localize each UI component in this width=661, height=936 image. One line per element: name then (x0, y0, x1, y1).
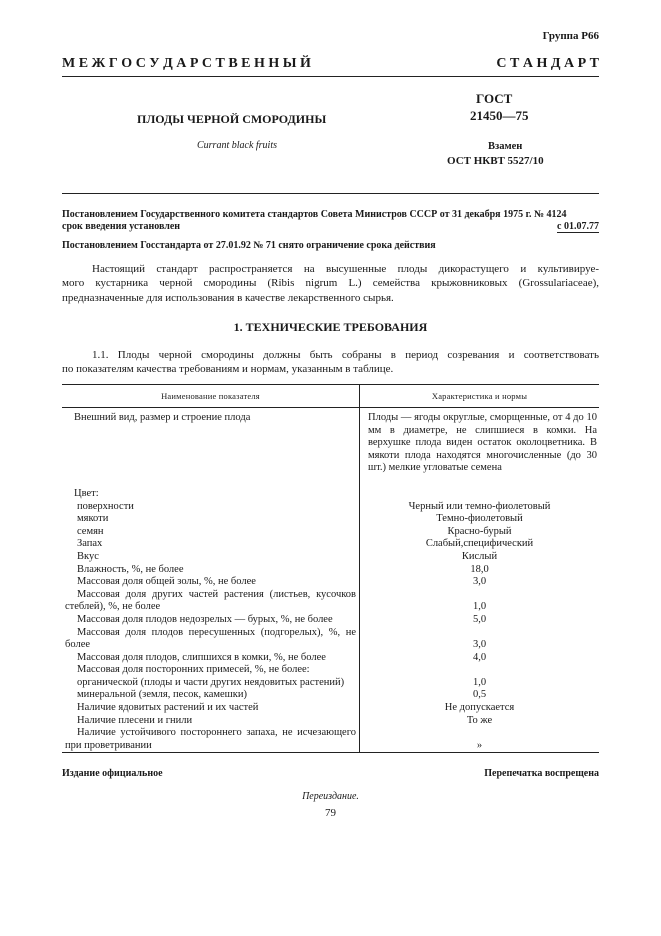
table-row (62, 538, 599, 551)
effective-date-label: срок введения установлен (62, 221, 181, 232)
table-row (62, 652, 599, 665)
replaced-label: Взамен (488, 141, 523, 152)
indicator-name: мякоти (62, 513, 360, 526)
table-row (62, 702, 599, 715)
table-row (62, 689, 599, 702)
header-divider (62, 76, 599, 77)
banner-word-interstate: М Е Ж Г О С У Д А Р С Т В Е Н Н Ы Й (62, 56, 311, 71)
table-row (62, 564, 599, 577)
table-row (62, 627, 599, 652)
table-row (62, 475, 599, 501)
indicator-value: » (360, 727, 600, 753)
indicator-name: Запах (62, 538, 360, 551)
banner-word-standard: С Т А Н Д А Р Т (496, 56, 599, 71)
column-header-indicator: Наименование показателя (62, 385, 360, 408)
indicator-name: Внешний вид, размер и строение плода (62, 408, 360, 475)
indicator-value: 3,0 (472, 639, 487, 651)
table-row (62, 576, 599, 589)
document-subtitle: Currant black fruits (197, 140, 278, 151)
indicator-name: Массовая доля плодов, слипшихся в комки, %, не более (62, 652, 360, 665)
replaced-standard: ОСТ НКВТ 5527/10 (447, 155, 544, 167)
indicator-name: Наличие устойчивого постороннего запаха, не исчезающего при проветривании (62, 727, 360, 753)
indicator-name: Массовая доля общей золы, %, не более (62, 576, 360, 589)
indicator-value: 0,5 (472, 689, 487, 701)
indicator-value: 3,0 (472, 576, 487, 588)
official-edition-label: Издание официальное (62, 768, 163, 779)
indicator-value: Кислый (461, 550, 498, 562)
table-header-row (62, 385, 599, 408)
table-row (62, 614, 599, 627)
table-row (62, 501, 599, 514)
indicator-name: Цвет: (62, 475, 360, 501)
indicator-name: Массовая доля других частей растения (листьев, кусочков стеблей), %, не более (62, 589, 360, 614)
decree-line: Постановлением Государственного комитета стандартов Совета Министров СССР от 31 декабря 1975 г. № 4124 (62, 209, 567, 220)
indicator-name: Массовая доля плодов пересушенных (подгорелых), %, не более (62, 627, 360, 652)
restriction-removed-line: Постановлением Госстандарта от 27.01.92 № 71 снято ограничение срока действия (62, 240, 436, 251)
document-title: ПЛОДЫ ЧЕРНОЙ СМОРОДИНЫ (137, 112, 327, 126)
indicator-value: 5,0 (472, 613, 487, 625)
title-divider (62, 193, 599, 194)
indicator-name: Вкус (62, 551, 360, 564)
clause-line: 1.1. Плоды черной смородины должны быть собраны в период созревания и соответствовать (92, 349, 599, 361)
table-row (62, 551, 599, 564)
gost-label: ГОСТ (476, 91, 513, 106)
table-body (62, 501, 599, 753)
indicator-value: То же (466, 714, 493, 726)
indicator-name: Наличие ядовитых растений и их частей (62, 702, 360, 715)
intro-line: Настоящий стандарт распространяется на высушенные плоды дикорастущего и культивируе- (92, 263, 599, 275)
indicator-value (360, 664, 600, 677)
intro-paragraph (62, 262, 599, 305)
indicator-value: 4,0 (472, 651, 487, 663)
indicator-value: Красно-бурый (447, 525, 512, 537)
indicator-name: поверхности (62, 501, 360, 514)
table-row (62, 526, 599, 539)
indicator-name: Массовая доля плодов недозрелых — бурых, %, не более (62, 614, 360, 627)
indicator-name: семян (62, 526, 360, 539)
group-code: Группа Р66 (542, 30, 599, 42)
indicator-value: 18,0 (470, 563, 489, 575)
clause-paragraph (62, 348, 599, 377)
section-title: 1. ТЕХНИЧЕСКИЕ ТРЕБОВАНИЯ (233, 320, 428, 334)
effective-date: с 01.07.77 (557, 221, 599, 232)
table-row (62, 513, 599, 526)
reissue-note: Переиздание. (302, 791, 359, 802)
clause-line: по показателям качества требованиям и нормам, указанным в таблице. (62, 363, 394, 376)
indicator-name: органической (плоды и части других неядовитых растений) (62, 677, 360, 690)
table-row (62, 589, 599, 614)
indicator-name: минеральной (земля, песок, камешки) (62, 689, 360, 702)
empty-cell (360, 475, 600, 501)
indicator-value: Черный или темно-фиолетовый (408, 500, 551, 512)
table-row (62, 727, 599, 753)
indicator-value: Плоды — ягоды округлые, сморщенные, от 4 до 10 мм в диаметре, не слипшиеся в комки. На верхушке плода виден остаток околоцветника. В мякоти плода находятся многочисленные (до 30 шт.) мелкие угловатые семена (368, 412, 597, 474)
indicator-value: 1,0 (472, 676, 487, 688)
indicator-value: 1,0 (472, 601, 487, 613)
intro-line: предназначенные для использования в качестве лекарственного сырья. (62, 291, 394, 304)
intro-line: мого кустарника черной смородины (Ribis nigrum L.) семейства крыжовниковых (Grossulariaceae), (62, 277, 599, 290)
interstate-standard-banner (62, 56, 599, 72)
table-row (62, 677, 599, 690)
table-row (62, 715, 599, 728)
indicator-value: Темно-фиолетовый (436, 513, 523, 525)
indicator-value: Не допускается (444, 702, 515, 714)
table-row (62, 408, 599, 475)
indicator-value: Слабый,специфический (425, 538, 534, 550)
page-number: 79 (325, 807, 336, 819)
gost-number: 21450—75 (470, 108, 529, 123)
indicator-name: Наличие плесени и гнили (62, 715, 360, 728)
indicator-name: Массовая доля посторонних примесей, %, не более: (62, 664, 360, 677)
indicator-name: Влажность, %, не более (62, 564, 360, 577)
table-row (62, 664, 599, 677)
column-header-norms: Характеристика и нормы (360, 385, 600, 408)
requirements-table (62, 384, 599, 753)
reprint-prohibited-label: Перепечатка воспрещена (484, 768, 599, 779)
